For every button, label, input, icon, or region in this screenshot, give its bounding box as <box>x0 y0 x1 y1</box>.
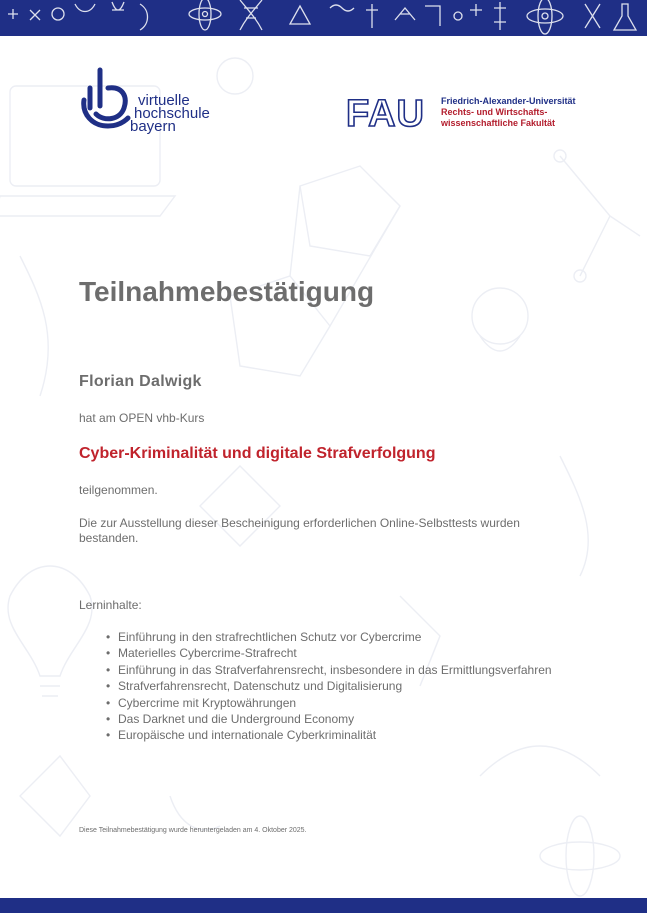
learning-contents-list <box>118 629 578 744</box>
course-title: Cyber-Kriminalität und digitale Strafverfolgung <box>79 445 436 462</box>
bottom-bar <box>0 898 647 913</box>
list-item: • Einführung in den strafrechtlichen Schutz vor Cybercrime <box>118 629 578 645</box>
fau-mark-text: FAU <box>346 94 425 130</box>
top-banner <box>0 0 647 36</box>
vhb-logo-text <box>130 92 210 135</box>
fau-logo <box>346 94 586 134</box>
download-date-note: Diese Teilnahmebestätigung wurde heruntergeladen am 4. Oktober 2025. <box>79 827 307 834</box>
list-item: • Europäische und internationale Cyberkriminalität <box>118 727 578 743</box>
list-item: • Strafverfahrensrecht, Datenschutz und Digitalisierung <box>118 678 578 694</box>
list-item: • Cybercrime mit Kryptowährungen <box>118 695 578 711</box>
list-item: • Materielles Cybercrime-Strafrecht <box>118 645 578 661</box>
list-item: • Das Darknet und die Underground Economy <box>118 711 578 727</box>
selftest-passed-text: Die zur Ausstellung dieser Bescheinigung erforderlichen Online-Selbsttests wurden bestanden. <box>79 516 520 545</box>
certificate-title: Teilnahmebestätigung <box>79 276 375 307</box>
vhb-logo-line: hochschule <box>134 105 210 122</box>
course-intro-text: hat am OPEN vhb-Kurs <box>79 411 205 425</box>
vhb-logo-icon <box>78 66 138 132</box>
fau-faculty-line: Rechts- und Wirtschafts- <box>441 107 548 117</box>
vhb-logo <box>78 66 228 134</box>
vhb-logo-line: virtuelle <box>138 92 190 109</box>
vhb-logo-line: bayern <box>130 118 176 135</box>
participant-name: Florian Dalwigk <box>79 373 202 390</box>
fau-logo-icon <box>346 94 438 130</box>
science-doodle-pattern <box>0 0 647 36</box>
background-doodles <box>0 36 647 898</box>
fau-logo-text <box>441 96 576 129</box>
learning-contents-heading: Lerninhalte: <box>79 598 142 612</box>
fau-faculty-line: wissenschaftliche Fakultät <box>441 118 556 128</box>
fau-university-name: Friedrich-Alexander-Universität <box>441 96 576 106</box>
list-item: • Einführung in das Strafverfahrensrecht, insbesondere in das Ermittlungsverfahren <box>118 662 578 678</box>
participation-text: teilgenommen. <box>79 483 158 497</box>
